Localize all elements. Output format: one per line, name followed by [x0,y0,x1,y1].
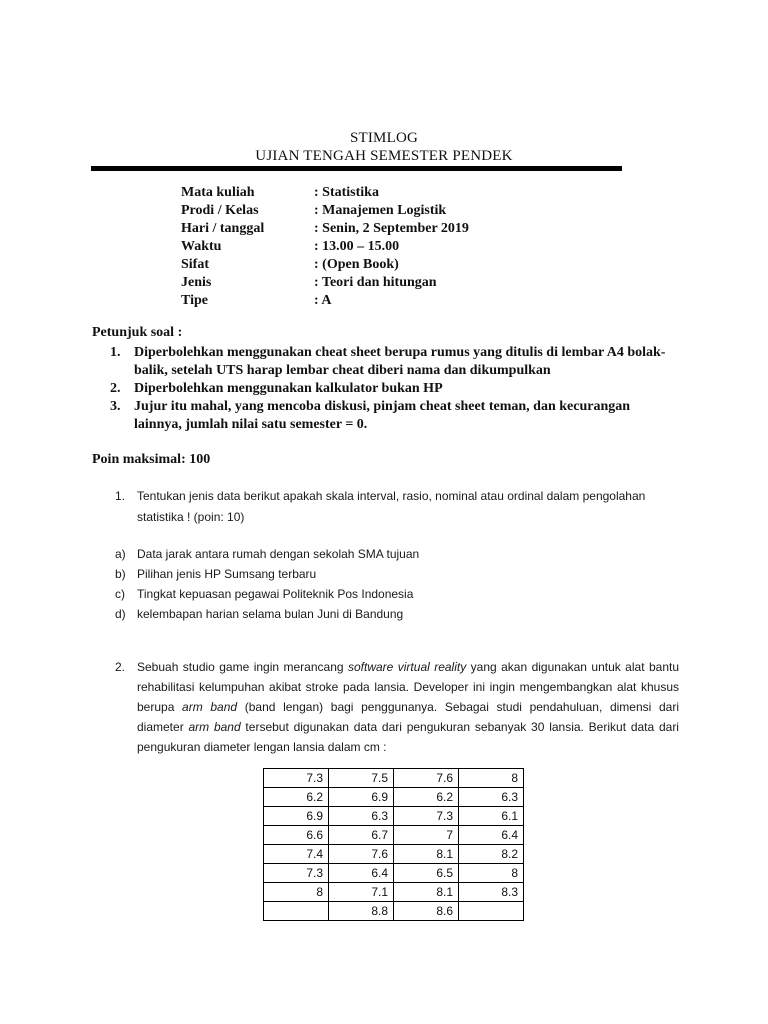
option-label: c) [115,587,125,601]
measurement-table [263,768,524,921]
instruction-item [110,344,680,380]
info-label: Hari / tanggal [181,221,265,236]
question-1-options [115,544,419,624]
question-text-part: yang akan digunakan untuk alat bantu rehabilitasi kelumpuhan akibat stroke pada lansia. Developer ini ingin mengembangkan alat khusus berupa [137,660,679,714]
table-cell: 6.6 [264,826,329,845]
table-row [264,788,524,807]
table-cell: 6.1 [459,807,524,826]
question-1 [115,486,685,528]
option-label: b) [115,567,126,581]
table-cell: 7.1 [329,883,394,902]
instruction-text: Diperbolehkan menggunakan cheat sheet berupa rumus yang ditulis di lembar A4 bolak-balik, setelah UTS harap lembar cheat diberi nama dan dikumpulkan [134,345,666,378]
table-cell: 8.8 [329,902,394,921]
info-value: : Statistika [314,185,379,200]
exam-title: UJIAN TENGAH SEMESTER PENDEK [255,148,513,164]
question-text-part: tersebut digunakan data dari pengukuran sebanyak 30 lansia. Berikut data dari pengukuran diameter lengan lansia dalam cm : [137,720,679,754]
table-cell: 6.4 [459,826,524,845]
question-text-part: Sebuah studio game ingin merancang [137,660,348,674]
question-number: 2. [115,660,126,674]
question-text-italic: arm band [182,700,238,714]
table-cell: 6.4 [329,864,394,883]
info-value: : Manajemen Logistik [314,203,447,218]
info-row-nature [181,256,469,274]
option-item [115,544,419,564]
table-cell: 7.4 [264,845,329,864]
instruction-number: 1. [110,345,121,360]
header-divider [91,166,622,171]
max-points: Poin maksimal: 100 [92,452,211,467]
instructions-list [110,344,680,434]
option-label: d) [115,607,126,621]
question-1-prompt [115,486,685,528]
table-cell: 6.2 [394,788,459,807]
table-cell: 7.5 [329,769,394,788]
question-text: Tentukan jenis data berikut apakah skala interval, rasio, nominal atau ordinal dalam pengolahan statistika ! (poin: 10) [137,489,646,524]
table-cell: 6.3 [459,788,524,807]
exam-info-block [181,184,469,310]
table-row [264,864,524,883]
question-number: 1. [115,489,126,503]
info-row-time [181,238,469,256]
table-cell: 8.3 [459,883,524,902]
table-cell: 8 [459,864,524,883]
option-item [115,604,419,624]
table-cell: 7 [394,826,459,845]
table-row [264,845,524,864]
table-cell: 7.6 [394,769,459,788]
table-cell: 8.1 [394,883,459,902]
question-2-prompt [115,657,679,757]
option-text: Tingkat kepuasan pegawai Politeknik Pos Indonesia [137,587,414,601]
table-cell: 6.3 [329,807,394,826]
table-cell [459,902,524,921]
instructions-heading: Petunjuk soal : [92,325,183,340]
table-cell: 6.9 [329,788,394,807]
info-value: : Senin, 2 September 2019 [314,221,469,236]
table-cell: 7.6 [329,845,394,864]
info-label: Mata kuliah [181,185,255,200]
table-row [264,902,524,921]
info-label: Tipe [181,293,208,308]
info-row-date [181,220,469,238]
table-cell: 8.6 [394,902,459,921]
option-text: kelembapan harian selama bulan Juni di Bandung [137,607,404,621]
info-value: : (Open Book) [314,257,399,272]
instruction-number: 3. [110,399,121,414]
question-text-part: (band lengan) bagi penggunanya. Sebagai studi pendahuluan, dimensi dari diameter [137,700,679,734]
option-label: a) [115,547,126,561]
table-cell: 6.9 [264,807,329,826]
instruction-item [110,380,680,398]
table-row [264,883,524,902]
question-text-italic: software virtual reality [347,660,467,674]
table-row [264,769,524,788]
info-label: Jenis [181,275,212,290]
info-row-program [181,202,469,220]
info-row-variant [181,292,469,310]
table-cell: 8 [459,769,524,788]
table-cell: 8 [264,883,329,902]
table-cell: 8.1 [394,845,459,864]
institution-title: STIMLOG [349,130,419,146]
table-row [264,807,524,826]
table-cell: 6.5 [394,864,459,883]
table-cell: 6.2 [264,788,329,807]
option-item [115,564,419,584]
info-value: : 13.00 – 15.00 [314,239,400,254]
instruction-number: 2. [110,381,121,396]
option-item [115,584,419,604]
info-row-course [181,184,469,202]
instruction-item [110,398,680,434]
table-cell: 6.7 [329,826,394,845]
option-text: Data jarak antara rumah dengan sekolah SMA tujuan [137,547,420,561]
info-value: : A [314,293,332,308]
info-row-type [181,274,469,292]
info-label: Sifat [181,257,209,272]
instruction-text: Jujur itu mahal, yang mencoba diskusi, pinjam cheat sheet teman, dan kecurangan lainnya, jumlah nilai satu semester = 0. [134,399,631,432]
info-value: : Teori dan hitungan [314,275,437,290]
question-text-italic: arm band [188,720,241,734]
table-row [264,826,524,845]
instruction-text: Diperbolehkan menggunakan kalkulator bukan HP [134,381,443,396]
option-text: Pilihan jenis HP Sumsang terbaru [137,567,317,581]
table-cell: 8.2 [459,845,524,864]
info-label: Waktu [181,239,222,254]
question-2 [115,657,679,757]
table-cell [264,902,329,921]
table-cell: 7.3 [264,769,329,788]
info-label: Prodi / Kelas [181,203,259,218]
table-cell: 7.3 [394,807,459,826]
table-cell: 7.3 [264,864,329,883]
